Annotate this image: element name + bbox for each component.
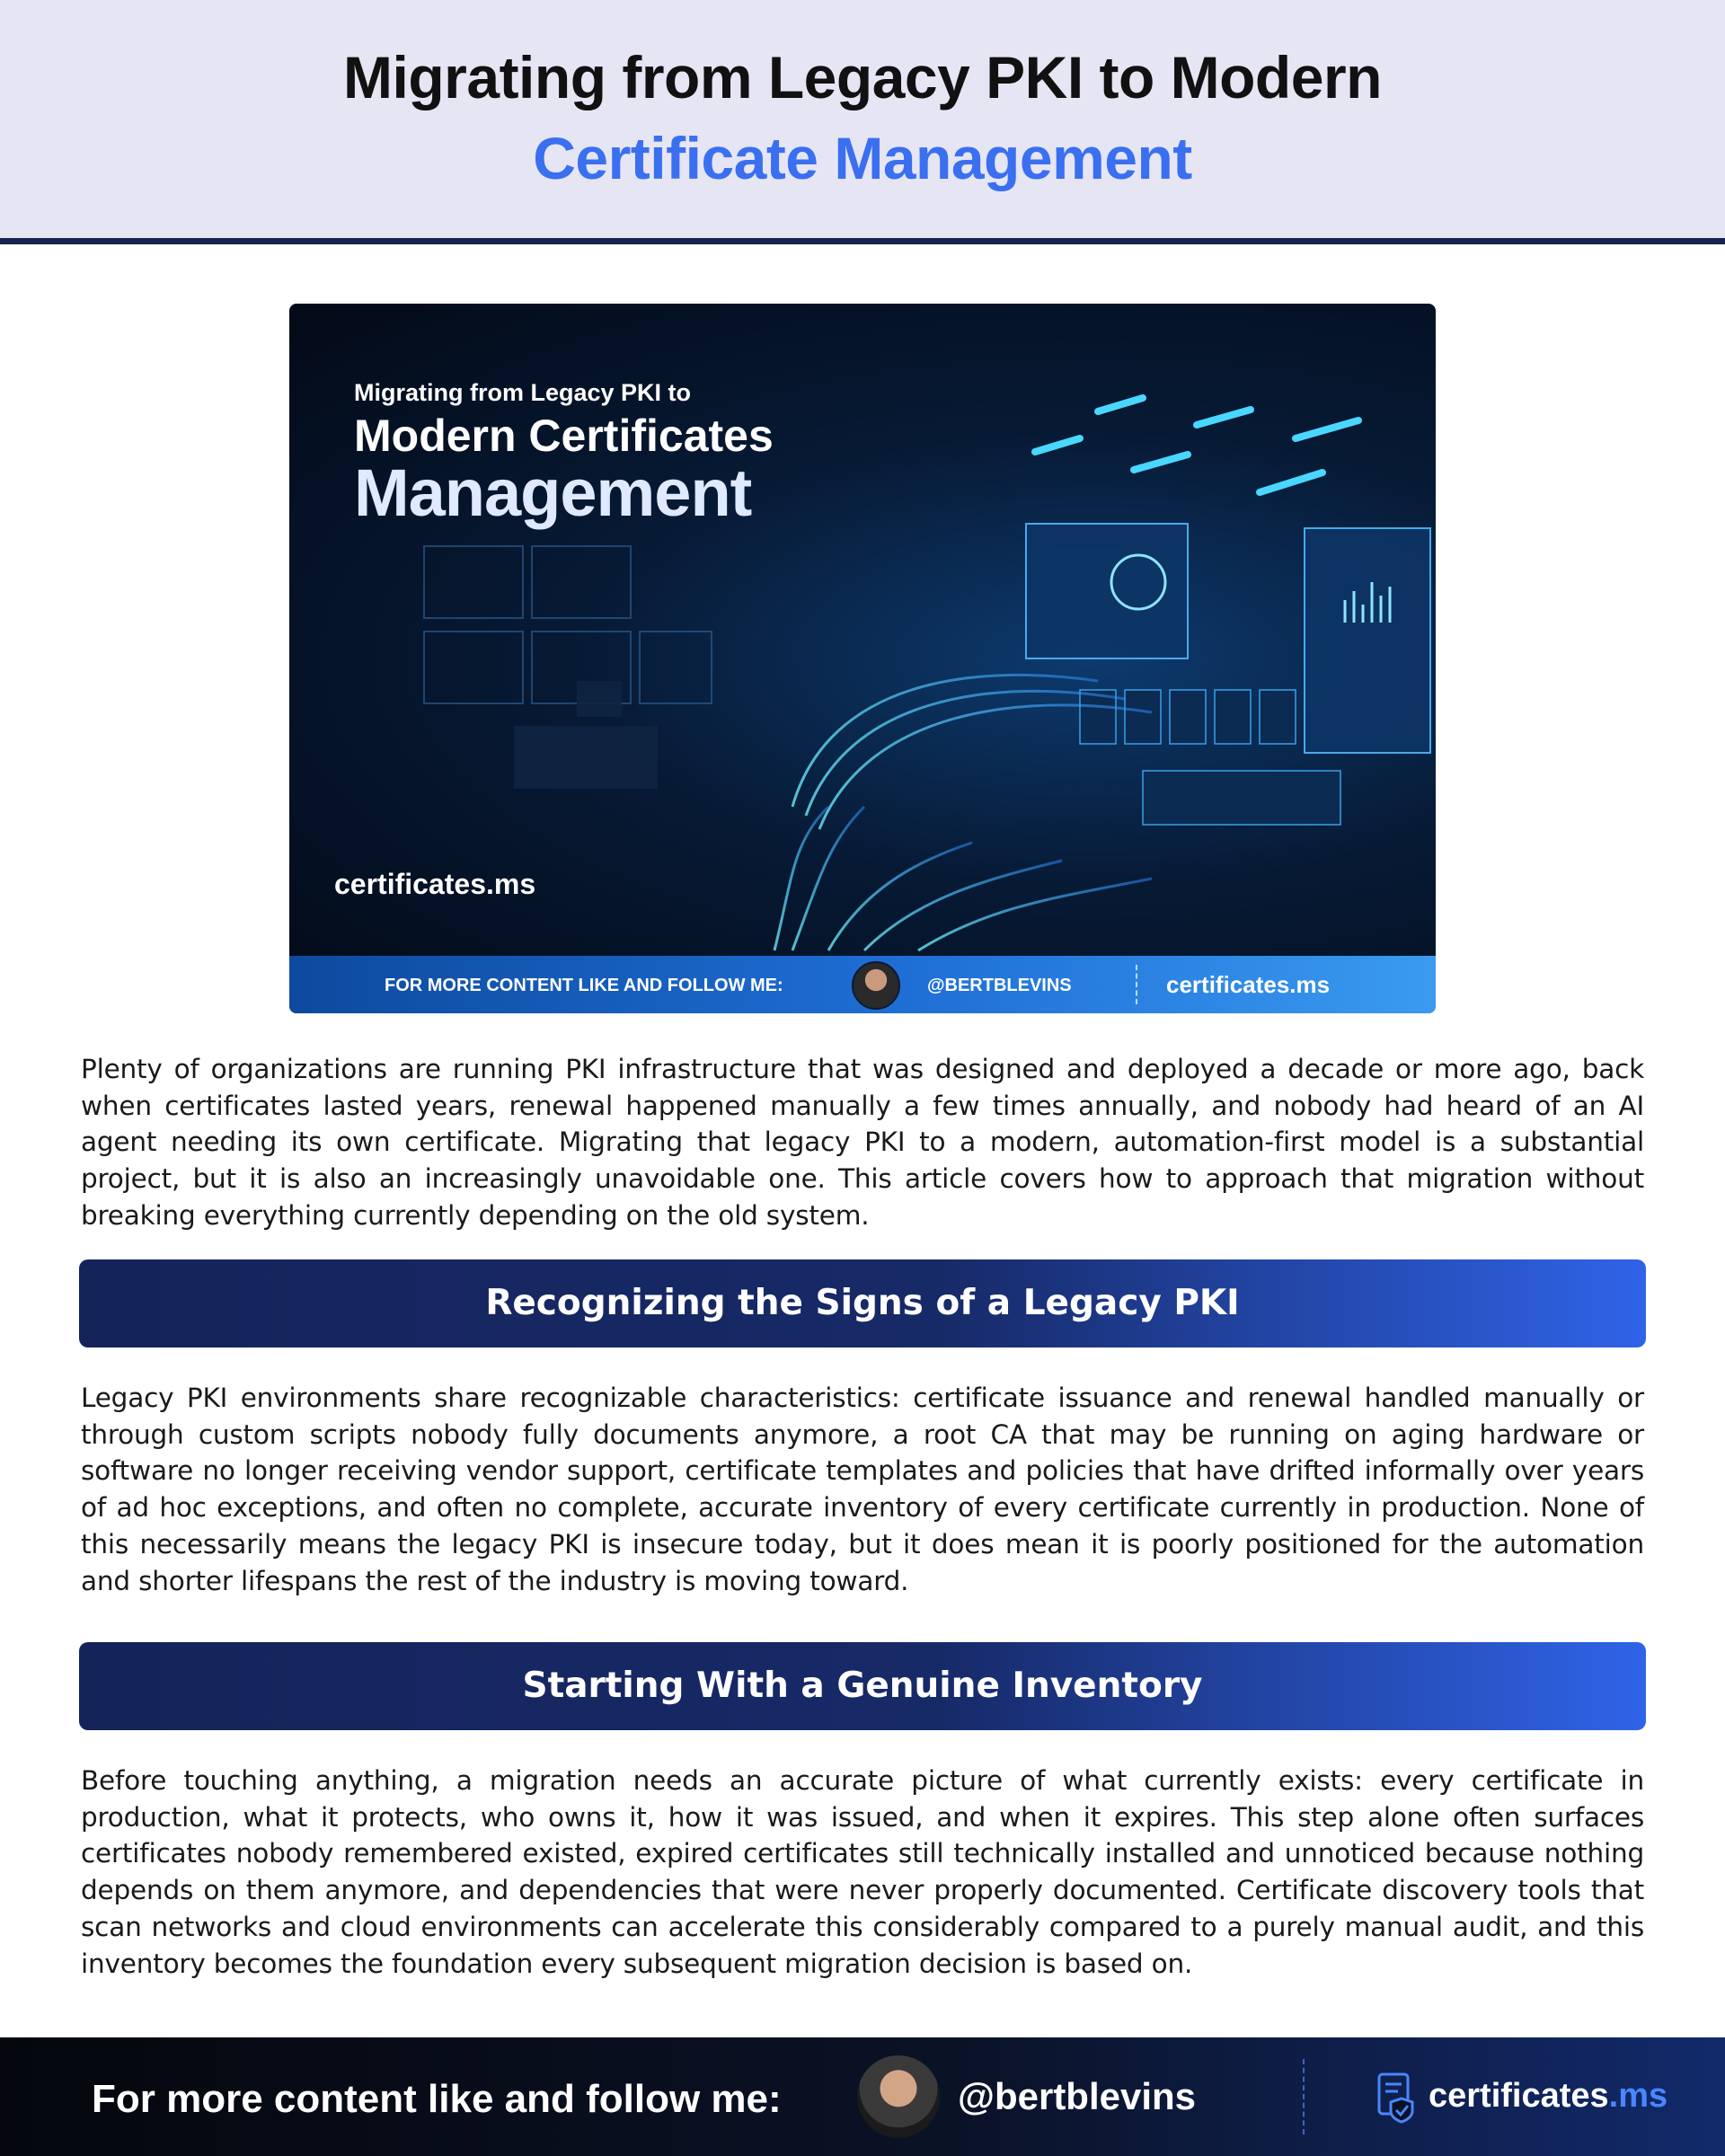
hero-author-avatar <box>852 961 900 1010</box>
hero-follow-strip <box>289 956 1436 1013</box>
footer-divider <box>1303 2059 1305 2134</box>
footer-brand[interactable] <box>1429 2077 1668 2116</box>
page-title-line2: Certificate Management <box>533 125 1192 191</box>
hero-follow-cta: FOR MORE CONTENT LIKE AND FOLLOW ME: <box>385 976 783 995</box>
page-header <box>0 0 1725 244</box>
section-heading: Starting With a Genuine Inventory <box>522 1666 1203 1706</box>
section-heading-bar <box>79 1259 1646 1348</box>
section-paragraph: Legacy PKI environments share recognizable characteristics: certificate issuance and renewal handled manually or through custom scripts nobody fully documents anymore, a root CA that may be running on aging hardware or software no longer receiving vendor support, certificate templates and policies that have drifted informally over years of ad hoc exceptions, and often no complete, accurate inventory of every certificate currently in production. None of this necessarily means the legacy PKI is insecure today, but it does mean it is poorly positioned for the automation and shorter lifespans the rest of the industry is moving toward. <box>81 1383 1644 1596</box>
hero-title-line1: Migrating from Legacy PKI to <box>354 379 692 406</box>
footer-brand-suffix: .ms <box>1608 2077 1668 2115</box>
footer-author-handle[interactable]: @bertblevins <box>958 2075 1197 2117</box>
page-title-line1: Migrating from Legacy PKI to Modern <box>343 44 1382 110</box>
hero-banner <box>289 304 1436 1013</box>
ceiling-lights <box>1035 398 1358 492</box>
footer-brand-main: certificates <box>1429 2077 1609 2115</box>
hero-brand-logo: certificates.ms <box>334 868 536 900</box>
hero-author-handle[interactable]: @BERTBLEVINS <box>927 976 1072 995</box>
hero-title-line2: Modern Certificates <box>354 411 774 461</box>
section-heading-bar <box>79 1642 1646 1730</box>
intro-paragraph: Plenty of organizations are running PKI infrastructure that was designed and deployed a decade or more ago, back when certificates lasted years, renewal happened manually a few times annually, and nobody had heard of an AI agent needing its own certificate. Migrating that legacy PKI to a modern, automation-first model is a substantial project, but it is also an increasingly unavoidable one. This article covers how to approach that migration without breaking everything currently depending on the old system. <box>81 1054 1644 1231</box>
hero-title-line3: Management <box>354 455 752 530</box>
hero-strip-divider <box>1136 965 1137 1004</box>
footer-follow-cta: For more content like and follow me: <box>92 2077 782 2121</box>
hero-strip-brand[interactable]: certificates.ms <box>1166 971 1331 998</box>
certificate-shield-icon <box>1376 2072 1416 2124</box>
page-footer <box>0 2037 1725 2156</box>
footer-author-avatar <box>857 2055 940 2138</box>
section-heading: Recognizing the Signs of a Legacy PKI <box>485 1283 1240 1323</box>
section-paragraph: Before touching anything, a migration needs an accurate picture of what currently exists: every certificate in production, what it protects, who owns it, how it was issued, and when it expires. This step alone often surfaces certificates nobody remembered existed, expired certificates still technically installed and unnoticed because nothing depends on them anymore, and dependencies that were never properly documented. Certificate discovery tools that scan networks and cloud environments can accelerate this considerably compared to a purely manual audit, and this inventory becomes the foundation every subsequent migration decision is based on. <box>81 1765 1644 1979</box>
